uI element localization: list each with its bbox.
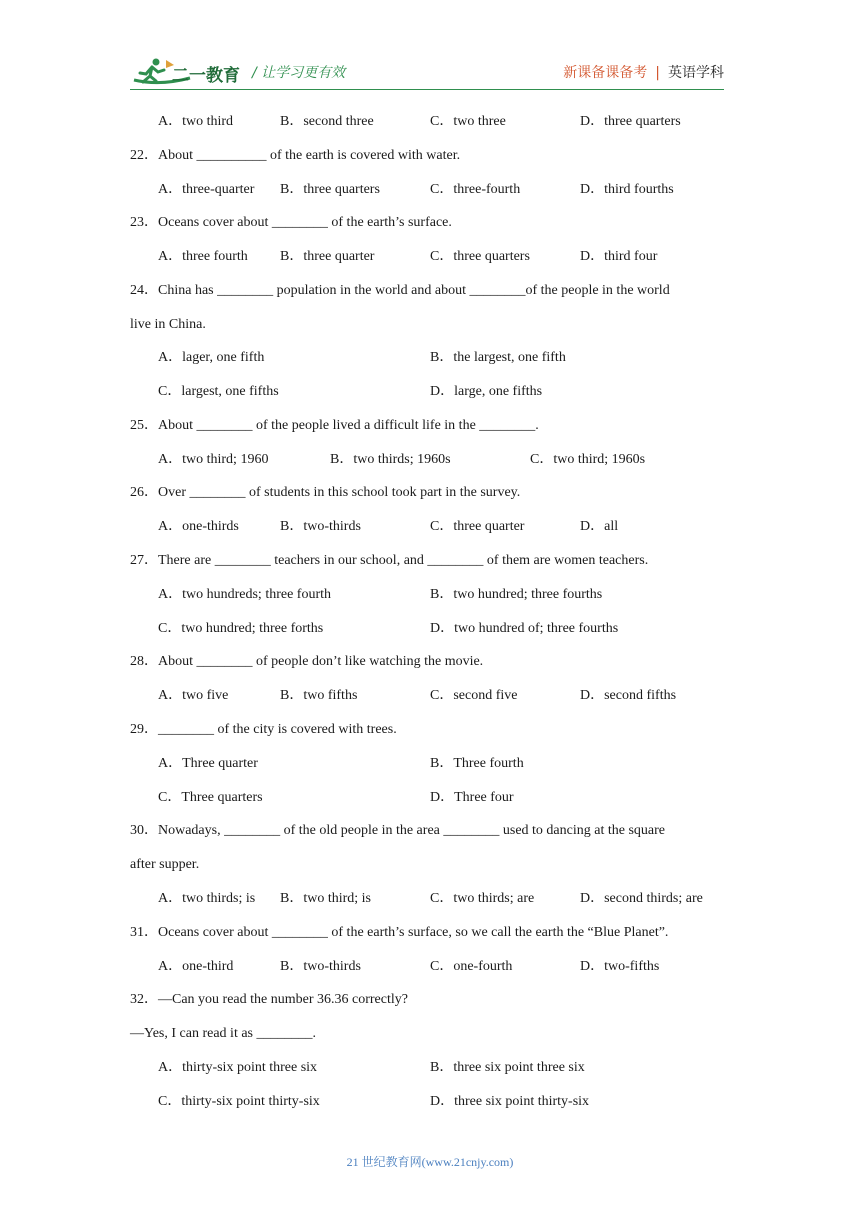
option-a: A．three-quarter	[158, 182, 255, 197]
logo	[130, 56, 242, 88]
option-b: B．Three fourth	[430, 756, 524, 771]
option-c: C．Three quarters	[158, 790, 263, 805]
option-d: D．large, one fifths	[430, 384, 543, 399]
option-b: B．two hundred; three fourths	[430, 587, 603, 602]
option-c: C．two hundred; three forths	[158, 621, 324, 636]
header-right	[563, 62, 724, 82]
option-b: B．two third; is	[280, 891, 372, 906]
option-b: B．three quarter	[280, 249, 375, 264]
option-c: C．second five	[430, 688, 518, 703]
question-32-stem-continued: —Yes, I can read it as ________.	[130, 1026, 316, 1041]
option-c: C．thirty-six point thirty-six	[158, 1094, 320, 1109]
question-32-stem: 32．—Can you read the number 36.36 correctly?	[130, 992, 408, 1007]
logo-text: 二一教育	[172, 66, 240, 86]
page-header	[130, 56, 724, 90]
option-b: B．three six point three six	[430, 1060, 585, 1075]
option-b: B．second three	[280, 114, 374, 129]
question-27-stem: 27．There are ________ teachers in our school, and ________ of them are women teachers.	[130, 553, 649, 568]
option-a: A．one-thirds	[158, 519, 239, 534]
option-d: D．two-fifths	[580, 959, 660, 974]
option-c: C．three quarters	[430, 249, 530, 264]
option-c: C．two third; 1960s	[530, 452, 646, 467]
option-a: A．two hundreds; three fourth	[158, 587, 332, 602]
option-a: A．three fourth	[158, 249, 248, 264]
option-d: D．third fourths	[580, 182, 674, 197]
option-b: B．two fifths	[280, 688, 358, 703]
option-d: D．second thirds; are	[580, 891, 703, 906]
page-footer: 21 世纪教育网(www.21cnjy.com)	[346, 1155, 514, 1169]
option-a: A．two five	[158, 688, 229, 703]
option-a: A．thirty-six point three six	[158, 1060, 318, 1075]
option-a: A．two third; 1960	[158, 452, 269, 467]
question-22-stem: 22．About __________ of the earth is covered with water.	[130, 148, 461, 163]
option-d: D．all	[580, 519, 619, 534]
header-separator: |	[655, 65, 660, 81]
option-b: B．three quarters	[280, 182, 380, 197]
option-c: C．two three	[430, 114, 506, 129]
question-26-stem: 26．Over ________ of students in this school took part in the survey.	[130, 485, 521, 500]
option-b: B．two-thirds	[280, 519, 361, 534]
runner-logo-icon	[130, 56, 242, 88]
course-label: 新课备课备考	[563, 65, 648, 81]
slogan: / 让学习更有效	[252, 65, 346, 81]
question-24-stem-continued: live in China.	[130, 317, 206, 332]
option-a: A．Three quarter	[158, 756, 258, 771]
option-c: C．largest, one fifths	[158, 384, 279, 399]
question-29-stem: 29．________ of the city is covered with trees.	[130, 722, 397, 737]
option-a: A．two third	[158, 114, 234, 129]
option-a: A．lager, one fifth	[158, 350, 265, 365]
question-28-stem: 28．About ________ of people don’t like watching the movie.	[130, 654, 484, 669]
option-d: D．second fifths	[580, 688, 677, 703]
option-c: C．three quarter	[430, 519, 525, 534]
question-24-stem: 24．China has ________ population in the world and about ________of the people in the world	[130, 283, 670, 298]
option-d: D．third four	[580, 249, 658, 264]
option-d: D．Three four	[430, 790, 514, 805]
question-25-stem: 25．About ________ of the people lived a difficult life in the ________.	[130, 418, 539, 433]
option-b: B．two-thirds	[280, 959, 361, 974]
option-b: B．the largest, one fifth	[430, 350, 566, 365]
question-23-stem: 23．Oceans cover about ________ of the earth’s surface.	[130, 215, 452, 230]
option-d: D．three six point thirty-six	[430, 1094, 590, 1109]
question-30-stem: 30．Nowadays, ________ of the old people in the area ________ used to dancing at the square	[130, 823, 665, 838]
option-d: D．two hundred of; three fourths	[430, 621, 619, 636]
question-31-stem: 31．Oceans cover about ________ of the earth’s surface, so we call the earth the “Blue Planet”.	[130, 925, 669, 940]
subject-label: 英语学科	[668, 65, 724, 81]
option-a: A．two thirds; is	[158, 891, 256, 906]
option-c: C．three-fourth	[430, 182, 521, 197]
option-c: C．two thirds; are	[430, 891, 535, 906]
option-d: D．three quarters	[580, 114, 681, 129]
header-divider	[130, 89, 724, 90]
question-30-stem-continued: after supper.	[130, 857, 200, 872]
option-b: B．two thirds; 1960s	[330, 452, 451, 467]
option-a: A．one-third	[158, 959, 234, 974]
option-c: C．one-fourth	[430, 959, 513, 974]
